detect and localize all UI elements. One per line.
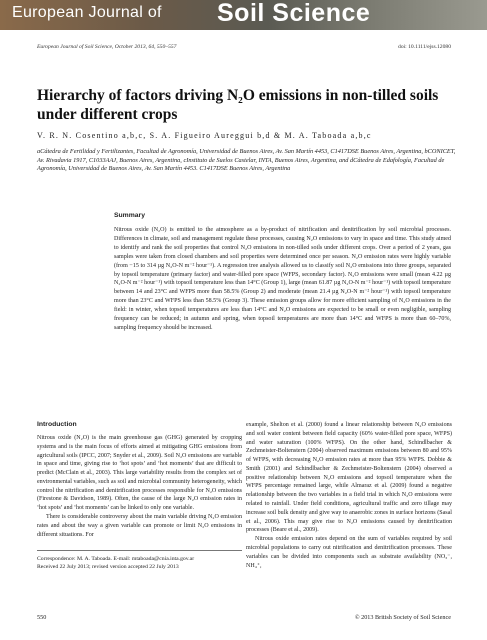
intro-paragraph-2: There is considerable controversy about the main variable driving N₂O emission rates and about the way a given variable can promote or limit N₂O emissions in different situations. For — [37, 514, 242, 538]
intro-paragraph-4: Nitrous oxide emission rates depend on the sum of variables required by soil microbial populations to carry out nitrification and denitrification processes. These variables can be divided into components such as substrate availability (NO₃⁻, NH₄⁺, — [246, 536, 452, 569]
journal-name-part1: European Journal of — [12, 4, 162, 21]
copyright-notice: © 2013 British Society of Soil Science — [354, 614, 451, 621]
summary-text: Nitrous oxide (N₂O) is emitted to the atmosphere as a by-product of nitrification and denitrification by soil microbial processes. Differences in climate, soil and management regulate these processes, causing N₂O emissions to vary in space and time. This study aimed to identify and rank the soil properties that control N₂O emissions in non-tilled soils under different crops. Over a period of 2 years, gas samples were taken from closed chambers and soil properties were determined once per season. N₂O emission rates were highly variable (from −15 to 314 µg N₂O-N m⁻² hour⁻¹). A regression tree analysis allowed us to classify soil N₂O emissions into three groups, separated by topsoil temperature (primary factor) and water-filled pore space (WFPS, secondary factor). N₂O emissions were small (mean 4.22 µg N₂O-N m⁻² hour⁻¹) with topsoil temperature less than 14°C (Group 1), large (mean 61.87 µg N₂O-N m⁻² hour⁻¹) with topsoil temperature between 14 and 23°C and WFPS more than 58.5% (Group 2) and moderate (mean 21.4 µg N₂O-N m⁻² hour⁻¹) with topsoil temperature more than 23°C and WFPS less than 58.5% (Group 3). These emission groups allow for more efficient sampling of N₂O emissions in the field: in winter, when topsoil temperatures are less than 14°C and N₂O emissions are expected to be small or even negligible, sampling frequency can be reduced; in autumn and spring, when topsoil temperatures are more than 14°C and WFPS is more than 60–70%, sampling frequency should be increased. — [114, 227, 451, 331]
citation-line: European Journal of Soil Science, October 2013, 64, 550–557 — [37, 44, 177, 50]
journal-banner — [0, 0, 487, 30]
right-column — [246, 421, 452, 570]
journal-name-part2: Soil Science — [217, 0, 371, 27]
intro-paragraph-1: Nitrous oxide (N₂O) is the main greenhouse gas (GHG) generated by cropping systems and is the main focus of efforts aimed at mitigating GHG emissions from agricultural soils (IPCC, 2007; Snyder et al., 2009). Soil N₂O emissions are variable in space and time, giving rise to ‘hot spots’ and ‘hot moments’ that are difficult to predict (McClain et al., 2003). This large variability results from the complex set of environmental variables, such as soil and microbial community heterogeneity, which control the nitrification and denitrification processes responsible for N₂O emissions (Firestone & Davidson, 1989). Often, the cause of the large N₂O emission rates in ‘hot spots’ and ‘hot moments’ can be linked to only one variable. — [37, 435, 242, 512]
page-number: 550 — [37, 614, 47, 621]
footnote-divider — [37, 550, 242, 551]
correspondence-note — [37, 555, 247, 571]
correspondence-line: Correspondence: M. A. Taboada. E-mail: mtaboada@cnia.inta.gov.ar — [37, 556, 195, 562]
summary-heading: Summary — [114, 212, 145, 219]
received-line: Received 22 July 2013; revised version accepted 22 July 2013 — [37, 564, 179, 571]
left-column — [37, 434, 242, 539]
author-list: V. R. N. Cosentino a,b,c, S. A. Figueiro Aureggui b,d & M. A. Taboada a,b,c — [37, 131, 372, 140]
doi-line[interactable]: doi: 10.1111/ejss.12080 — [398, 44, 451, 50]
introduction-heading: Introduction — [37, 421, 77, 428]
affiliations: aCátedra de Fertilidad y Fertilizantes, Facultad de Agronomía, Universidad de Buenos Aires, Av. San Martín 4453, C1417DSE Buenos Aires, Argentina, bCONICET, Av. Rivadavia 1917, C1033AAJ, Buenos Aires, Argentina, cInstituto de Suelos Castelar, INTA, Buenos Aires, Argentina, and dCátedra de Edafología, Facultad de Agronomía, Universidad de Buenos Aires, Av. San Martín 4453. C1417DSE Buenos Aires, Argentina — [37, 148, 456, 173]
intro-paragraph-3: example, Shelton et al. (2000) found a linear relationship between N₂O emissions and soil water content between field capacity (60% water-filled pore space, WFPS) and water saturation (100% WFPS). On the other hand, Schindlbacher & Zechmeister-Boltenstern (2004) observed maximum emissions between 80 and 95% of WFPS, with decreasing N₂O emission rates at more than 95% WFPS. Dobbie & Smith (2001) and Schindlbacher & Zechmeister-Boltenstern (2004) observed a positive relationship between N₂O emissions and topsoil temperature when the WFPS percentage remained large, while Almaraz et al. (2009) found a negative relationship between the two variables in a field trial in which N₂O emissions were related to rainfall. Under field conditions, agricultural traffic and zero tillage may increase soil bulk density and give way to anaerobic zones in surface horizons (Sasal et al., 2006). This may give rise to N₂O emissions caused by denitrification processes (Beare et al., 2009). — [246, 422, 452, 534]
article-title: Hierarchy of factors driving N₂O emissions in non-tilled soils under different crops — [37, 87, 439, 123]
